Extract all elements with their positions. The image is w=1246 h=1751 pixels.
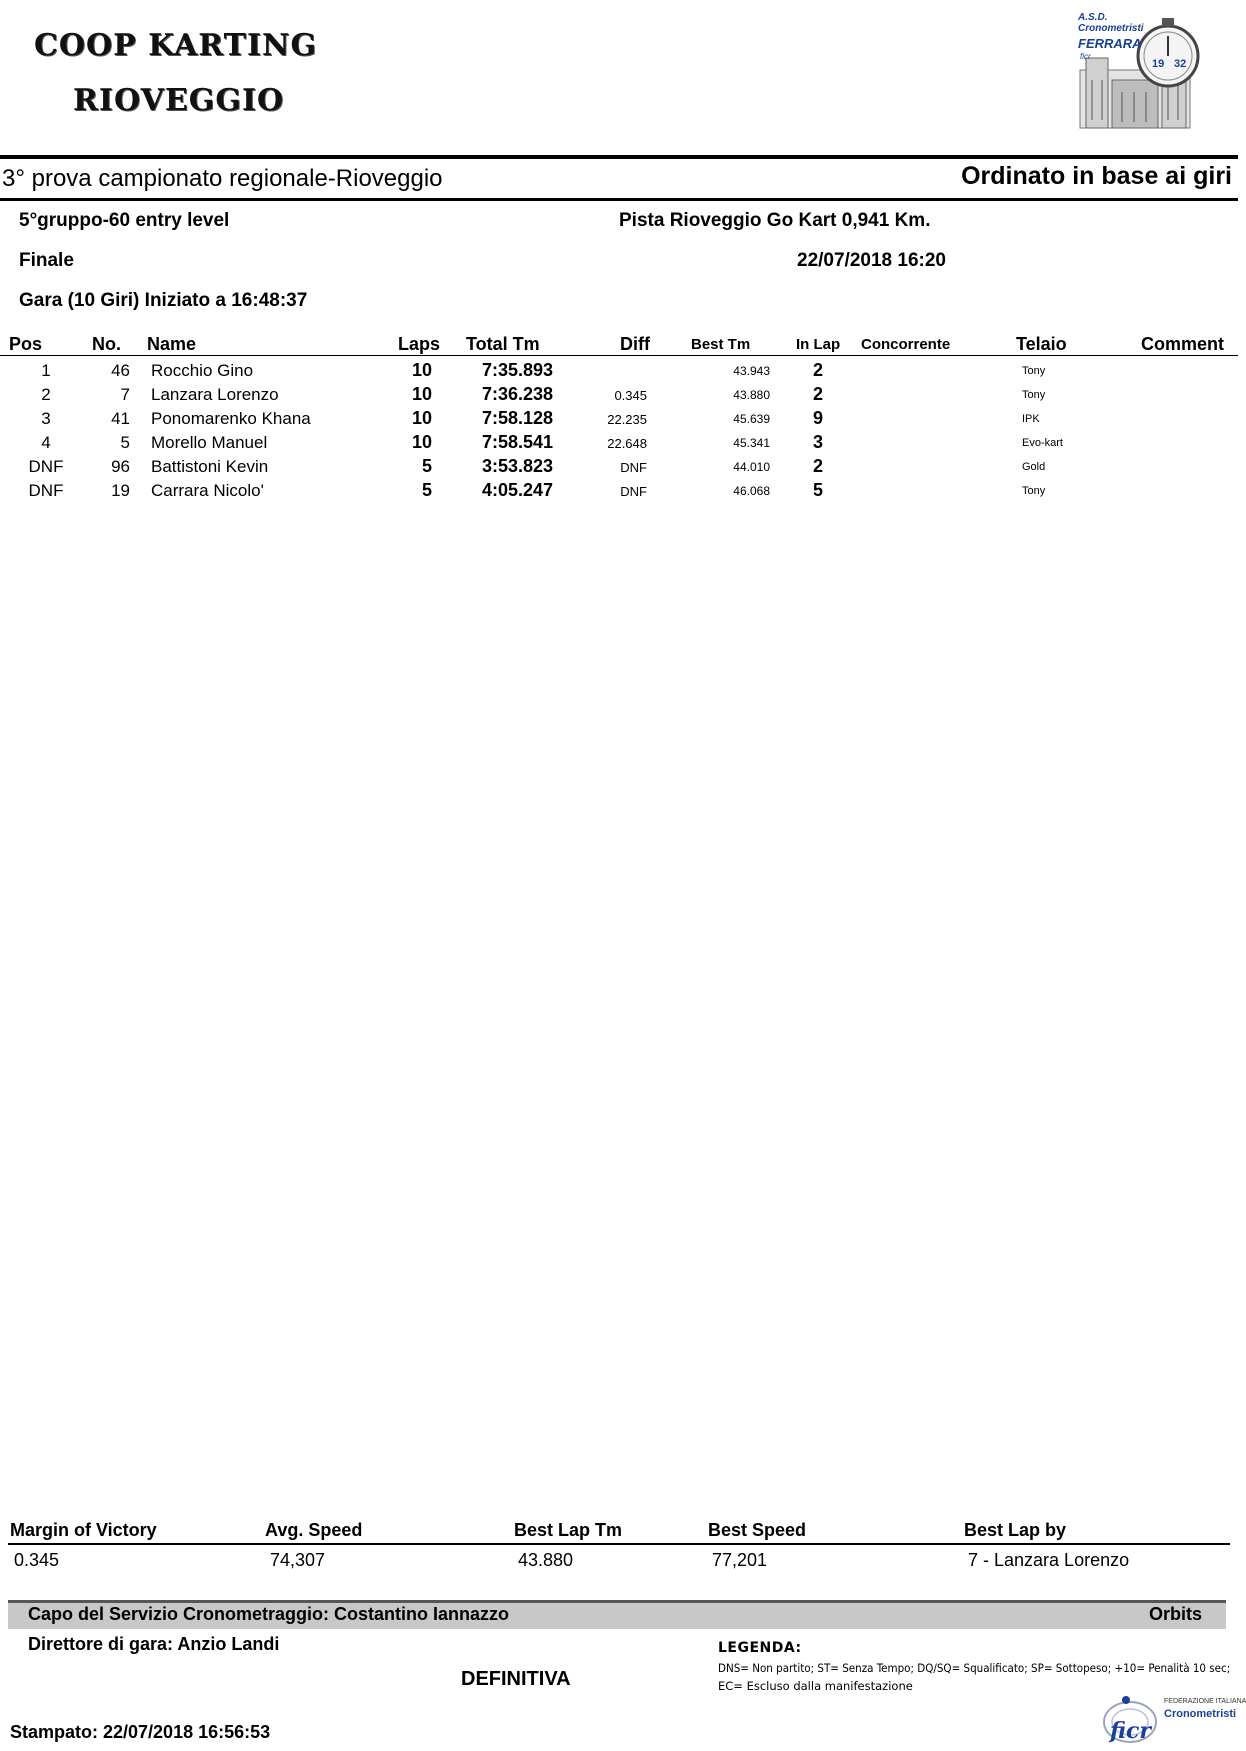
cell-in-lap: 9 <box>812 408 823 428</box>
cell-best-time: 45.639 <box>733 412 770 426</box>
cell-telaio: Tony <box>1022 365 1046 377</box>
ficr-logo <box>1100 1688 1246 1748</box>
cell-laps: 5 <box>421 456 432 476</box>
cell-diff: DNF <box>620 484 647 499</box>
cell-no: 41 <box>111 409 130 428</box>
timing-system: Orbits <box>1148 1604 1202 1624</box>
cronometristi-ferrara-logo <box>1072 10 1212 134</box>
cell-total-time: 7:35.893 <box>481 360 553 380</box>
col-header-laps: Laps <box>398 334 441 354</box>
cell-diff: DNF <box>620 460 647 475</box>
result-status: DEFINITIVA <box>461 1668 571 1690</box>
table-row <box>0 454 1238 478</box>
summary-avg-speed-value: 74,307 <box>270 1550 326 1570</box>
cell-best-time: 43.943 <box>733 364 770 378</box>
cell-pos: DNF <box>28 457 64 476</box>
legend-title: LEGENDA: <box>718 1640 802 1656</box>
cell-name: Lanzara Lorenzo <box>151 385 279 404</box>
summary-best-speed-value: 77,201 <box>712 1550 768 1570</box>
cell-no: 19 <box>111 481 130 500</box>
summary-best-lap-value: 43.880 <box>518 1550 574 1570</box>
cell-in-lap: 2 <box>812 384 823 404</box>
cell-pos: 3 <box>41 409 51 428</box>
logo-asd-text: A.S.D. <box>1078 12 1108 23</box>
summary-header-avg-speed: Avg. Speed <box>265 1520 363 1540</box>
summary-divider <box>8 1543 1230 1545</box>
col-header-total: Total Tm <box>466 334 540 354</box>
cell-no: 7 <box>120 385 130 404</box>
cell-laps: 5 <box>421 480 432 500</box>
col-header-best: Best Tm <box>691 336 751 353</box>
col-header-comment: Comment <box>1141 334 1225 354</box>
cell-name: Morello Manuel <box>151 433 268 452</box>
brand-title-line1: COOP KARTING <box>34 28 318 63</box>
table-row <box>0 358 1238 382</box>
col-header-pos: Pos <box>9 334 43 354</box>
class-group: 5°gruppo-60 entry level <box>19 210 230 231</box>
legend-line-1: DNS= Non partito; ST= Senza Tempo; DQ/SQ= Squalificato; SP= Sottopeso; +10= Penalità 10 sec; <box>718 1661 1231 1675</box>
col-header-concorrente: Concorrente <box>861 336 951 353</box>
cell-telaio: IPK <box>1022 413 1040 425</box>
summary-header-best-lap: Best Lap Tm <box>514 1520 623 1540</box>
cell-pos: 2 <box>41 385 51 404</box>
header-divider <box>0 155 1238 159</box>
ficr-wordmark: ficr <box>1110 1718 1151 1744</box>
cell-in-lap: 2 <box>812 360 823 380</box>
ficr-federation-text: FEDERAZIONE ITALIANA <box>1164 1698 1246 1705</box>
legend-line-2: EC= Escluso dalla manifestazione <box>718 1679 913 1693</box>
ficr-cronometristi-text: Cronometristi <box>1164 1708 1237 1720</box>
cell-best-time: 46.068 <box>733 484 770 498</box>
cell-telaio: Gold <box>1022 461 1046 473</box>
race-director: Direttore di gara: Anzio Landi <box>28 1634 280 1654</box>
brand-title-line2: RIOVEGGIO <box>73 83 285 118</box>
col-header-no: No. <box>92 334 121 354</box>
cell-diff: 0.345 <box>614 388 647 403</box>
timing-chief: Capo del Servizio Cronometraggio: Costantino Iannazzo <box>28 1604 510 1624</box>
track-name: Pista Rioveggio Go Kart 0,941 Km. <box>619 210 931 231</box>
logo-year-right: 32 <box>1174 58 1187 70</box>
title-divider <box>0 198 1238 201</box>
cell-no: 46 <box>111 361 130 380</box>
cell-laps: 10 <box>411 408 432 428</box>
cell-telaio: Tony <box>1022 485 1046 497</box>
session-datetime: 22/07/2018 16:20 <box>797 250 946 271</box>
table-header-divider <box>0 355 1238 356</box>
table-row <box>0 478 1238 502</box>
cell-name: Battistoni Kevin <box>151 457 269 476</box>
cell-laps: 10 <box>411 432 432 452</box>
col-header-name: Name <box>147 334 197 354</box>
cell-total-time: 7:58.128 <box>481 408 553 428</box>
race-start-info: Gara (10 Giri) Iniziato a 16:48:37 <box>19 290 308 311</box>
cell-pos: 4 <box>41 433 51 452</box>
cell-name: Rocchio Gino <box>151 361 254 380</box>
cell-pos: DNF <box>28 481 64 500</box>
cell-total-time: 3:53.823 <box>481 456 553 476</box>
cell-name: Carrara Nicolo' <box>151 481 264 500</box>
cell-laps: 10 <box>411 384 432 404</box>
printed-timestamp: Stampato: 22/07/2018 16:56:53 <box>10 1722 271 1742</box>
logo-org-text: Cronometristi <box>1078 23 1144 34</box>
cell-total-time: 4:05.247 <box>481 480 553 500</box>
cell-diff: 22.648 <box>607 436 647 451</box>
cell-telaio: Evo-kart <box>1022 437 1063 449</box>
cell-telaio: Tony <box>1022 389 1046 401</box>
sort-order-title: Ordinato in base ai giri <box>961 162 1232 190</box>
summary-header-best-by: Best Lap by <box>964 1520 1067 1540</box>
cell-total-time: 7:36.238 <box>481 384 553 404</box>
cell-in-lap: 5 <box>812 480 823 500</box>
cell-no: 5 <box>120 433 130 452</box>
cell-pos: 1 <box>41 361 51 380</box>
summary-header-best-speed: Best Speed <box>708 1520 807 1540</box>
table-row <box>0 382 1238 406</box>
cell-laps: 10 <box>411 360 432 380</box>
col-header-diff: Diff <box>620 334 650 354</box>
logo-year-left: 19 <box>1152 58 1165 70</box>
cell-best-time: 44.010 <box>733 460 770 474</box>
col-header-telaio: Telaio <box>1016 334 1067 354</box>
summary-header-margin: Margin of Victory <box>10 1520 157 1540</box>
cell-in-lap: 3 <box>812 432 823 452</box>
session-name: Finale <box>19 250 74 271</box>
summary-margin-value: 0.345 <box>14 1550 60 1570</box>
cell-best-time: 43.880 <box>733 388 770 402</box>
summary-best-by-value: 7 - Lanzara Lorenzo <box>968 1550 1130 1570</box>
col-header-inlap: In Lap <box>796 336 841 353</box>
cell-in-lap: 2 <box>812 456 823 476</box>
cell-diff: 22.235 <box>607 412 647 427</box>
logo-city-text: FERRARA <box>1078 36 1142 51</box>
table-row <box>0 406 1238 430</box>
cell-total-time: 7:58.541 <box>481 432 553 452</box>
cell-no: 96 <box>111 457 130 476</box>
cell-best-time: 45.341 <box>733 436 770 450</box>
logo-ficr-badge: ficr <box>1080 52 1091 61</box>
table-row <box>0 430 1238 454</box>
event-title: 3° prova campionato regionale-Rioveggio <box>2 165 443 192</box>
cell-name: Ponomarenko Khana <box>151 409 311 428</box>
